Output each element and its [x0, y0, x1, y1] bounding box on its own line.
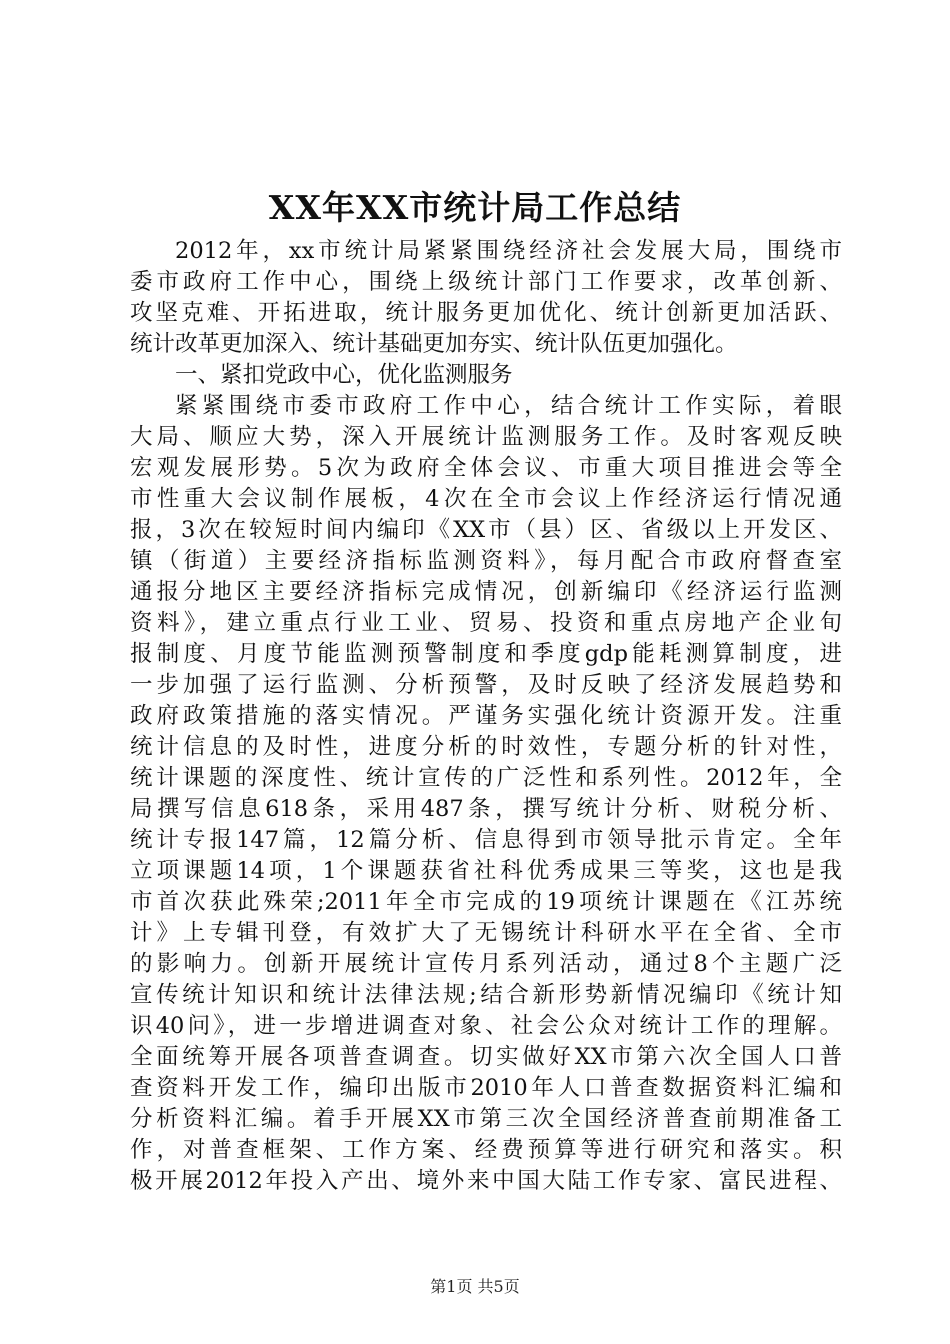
section-heading-1: 一、紧扣党政中心，优化监测服务 [175, 362, 513, 388]
page-footer: 第1页 共5页 [430, 1277, 520, 1296]
body-line-6: 紧紧围绕市委市政府工作中心，结合统计工作实际，着眼 [175, 393, 842, 419]
body-line-8: 宏观发展形势。5次为政府全体会议、市重大项目推进会等全 [130, 455, 842, 481]
body-line-3: 攻坚克难、开拓进取，统计服务更加优化、统计创新更加活跃、 [130, 300, 842, 326]
document-body [130, 236, 842, 1197]
document-title: XX年XX市统计局工作总结 [268, 188, 682, 227]
body-line-27: 全面统筹开展各项普查调查。切实做好XX市第六次全国人口普 [130, 1044, 842, 1070]
body-line-20: 统计专报147篇，12篇分析、信息得到市领导批示肯定。全年 [130, 827, 842, 853]
body-line-24: 的影响力。创新开展统计宣传月系列活动，通过8个主题广泛 [130, 951, 842, 977]
body-line-17: 统计信息的及时性，进度分析的时效性，专题分析的针对性， [130, 734, 842, 760]
body-line-4: 统计改革更加深入、统计基础更加夯实、统计队伍更加强化。 [130, 331, 738, 357]
body-line-26: 识40问》，进一步增进调查对象、社会公众对统计工作的理解。 [130, 1013, 842, 1039]
body-line-29: 分析资料汇编。着手开展XX市第三次全国经济普查前期准备工 [130, 1106, 842, 1132]
body-line-10: 报，3次在较短时间内编印《XX市（县）区、省级以上开发区、 [130, 517, 842, 543]
body-line-14: 报制度、月度节能监测预警制度和季度gdp能耗测算制度，进 [130, 641, 842, 667]
body-line-30: 作，对普查框架、工作方案、经费预算等进行研究和落实。积 [130, 1137, 842, 1163]
body-line-15: 一步加强了运行监测、分析预警，及时反映了经济发展趋势和 [130, 672, 842, 698]
body-line-22: 市首次获此殊荣;2011年全市完成的19项统计课题在《江苏统 [130, 889, 842, 915]
body-line-21: 立项课题14项，1个课题获省社科优秀成果三等奖，这也是我 [130, 858, 842, 884]
body-line-16: 政府政策措施的落实情况。严谨务实强化统计资源开发。注重 [130, 703, 842, 729]
body-line-18: 统计课题的深度性、统计宣传的广泛性和系列性。2012年，全 [130, 765, 842, 791]
body-line-25: 宣传统计知识和统计法律法规;结合新形势新情况编印《统计知 [130, 982, 842, 1008]
body-line-9: 市性重大会议制作展板，4次在全市会议上作经济运行情况通 [130, 486, 842, 512]
body-line-28: 查资料开发工作，编印出版市2010年人口普查数据资料汇编和 [130, 1075, 842, 1101]
body-line-7: 大局、顺应大势，深入开展统计监测服务工作。及时客观反映 [130, 424, 842, 450]
body-line-12: 通报分地区主要经济指标完成情况，创新编印《经济运行监测 [130, 579, 842, 605]
body-line-1: 2012年，xx市统计局紧紧围绕经济社会发展大局，围绕市 [175, 238, 842, 264]
body-line-19: 局撰写信息618条，采用487条，撰写统计分析、财税分析、 [130, 796, 842, 822]
body-line-13: 资料》，建立重点行业工业、贸易、投资和重点房地产企业旬 [130, 610, 842, 636]
body-line-31: 极开展2012年投入产出、境外来中国大陆工作专家、富民进程、 [130, 1168, 842, 1194]
body-line-23: 计》上专辑刊登，有效扩大了无锡统计科研水平在全省、全市 [130, 920, 842, 946]
body-line-11: 镇（街道）主要经济指标监测资料》，每月配合市政府督查室 [130, 548, 842, 574]
body-line-2: 委市政府工作中心，围绕上级统计部门工作要求，改革创新、 [130, 269, 842, 295]
